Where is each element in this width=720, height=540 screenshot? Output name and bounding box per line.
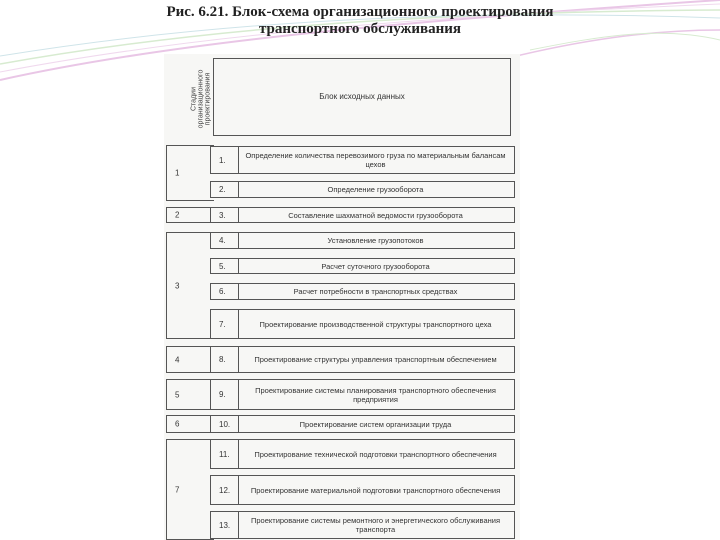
stage-column-header [190,60,212,138]
step-4 [210,232,515,249]
step-text: Определение количества перевозимого груза по материальным балансам цехов [245,151,506,169]
stage-label: 4 [175,355,180,364]
slide-title [60,4,660,38]
stage-4 [166,346,214,373]
title-line-2: транспортного обслуживания [258,21,462,37]
step-number: 5. [211,259,239,273]
stage-label: 5 [175,390,180,399]
step-text: Проектирование структуры управления транспортным обеспечением [254,355,497,364]
step-text: Расчет потребности в транспортных средствах [293,287,458,296]
step-1 [210,146,515,174]
step-text: Определение грузооборота [327,185,424,194]
stage-7 [166,439,214,540]
step-text: Составление шахматной ведомости грузооборота [288,210,463,220]
stage-6 [166,415,214,433]
step-9 [210,379,515,410]
step-text: Проектирование производственной структуры транспортного цеха [259,319,492,329]
input-data-block [213,58,511,136]
step-text: Проектирование материальной подготовки транспортного обеспечения [250,485,501,495]
title-line-1: Рис. 6.21. Блок-схема организационного проектирования [166,4,554,20]
step-3 [210,207,515,223]
step-number: 7. [211,310,239,338]
stage-label: 2 [175,210,180,220]
stage-1 [166,145,214,201]
step-text: Проектирование системы ремонтного и энергетического обслуживания транспорта [250,516,501,534]
step-text: Расчет суточного грузооборота [321,261,430,271]
step-number: 13. [211,512,239,538]
stage-label: 3 [175,281,180,290]
stage-label: 7 [175,485,180,494]
step-5 [210,258,515,274]
input-data-label: Блок исходных данных [319,92,405,101]
step-13 [210,511,515,539]
step-number: 1. [211,147,239,173]
step-text: Установление грузопотоков [327,236,424,245]
step-8 [210,346,515,373]
step-number: 12. [211,476,239,504]
stage-label: 6 [175,419,180,429]
step-number: 9. [211,380,239,409]
stage-5 [166,379,214,410]
stage-label: 1 [175,168,180,178]
step-number: 4. [211,233,239,248]
stage-header-label: Стадии организационного проектирования [190,69,212,129]
step-number: 2. [211,182,239,197]
step-7 [210,309,515,339]
step-number: 10. [211,416,239,432]
step-11 [210,439,515,469]
step-10 [210,415,515,433]
step-number: 3. [211,208,239,222]
step-number: 6. [211,284,239,299]
step-text: Проектирование технической подготовки транспортного обеспечения [254,449,497,459]
step-2 [210,181,515,198]
step-text: Проектирование системы планирования транспортного обеспечения предприятия [255,385,496,404]
step-number: 8. [211,347,239,372]
step-6 [210,283,515,300]
stage-2 [166,207,214,223]
step-text: Проектирование систем организации труда [299,419,452,429]
step-12 [210,475,515,505]
stage-3 [166,232,214,339]
step-number: 11. [211,440,239,468]
